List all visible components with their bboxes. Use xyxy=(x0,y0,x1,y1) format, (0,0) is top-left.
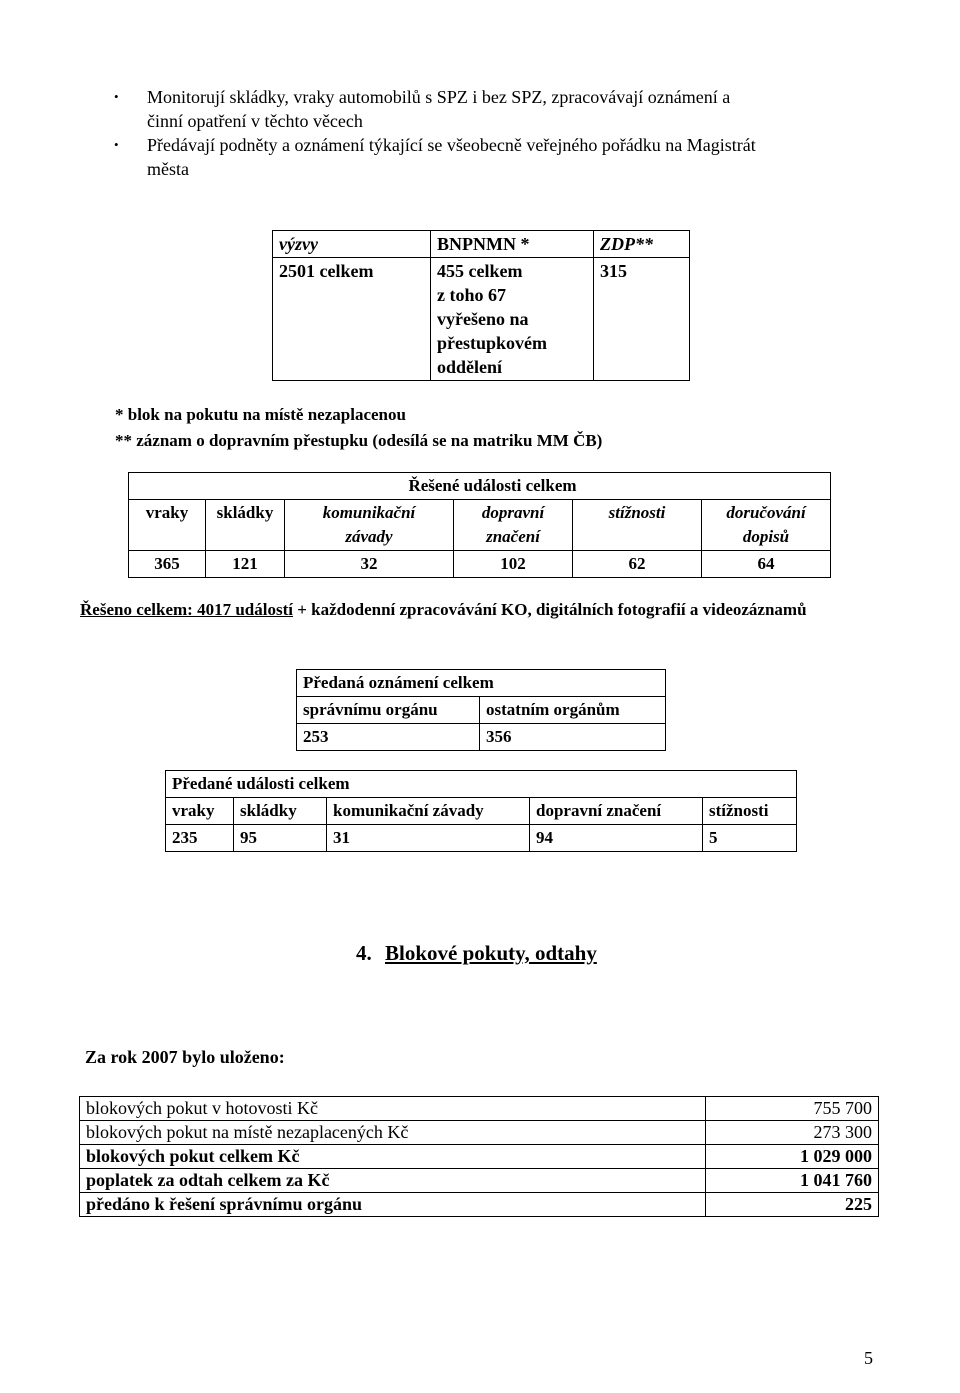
fines-table xyxy=(79,1096,879,1217)
fine-label: blokových pokut na místě nezaplacených Kč xyxy=(80,1121,706,1145)
value-line: oddělení xyxy=(437,357,503,377)
bullet-item xyxy=(114,133,756,181)
fine-value: 273 300 xyxy=(706,1121,879,1145)
header-zdp: ZDP** xyxy=(594,231,690,258)
value-line: vyřešeno na xyxy=(437,309,529,329)
header-line: značení xyxy=(486,527,540,546)
value-line: z toho 67 xyxy=(437,285,506,305)
value-stiznosti: 5 xyxy=(703,825,797,852)
header-stiznosti: stížnosti xyxy=(573,500,702,551)
handed-table xyxy=(296,669,666,751)
header-vraky: vraky xyxy=(129,500,206,551)
header-line: doručování xyxy=(726,503,806,522)
header-spravnimu: správnímu orgánu xyxy=(297,697,480,724)
table-title: Předané události celkem xyxy=(166,771,797,798)
fine-row xyxy=(80,1169,879,1193)
value-skladky: 95 xyxy=(234,825,327,852)
header-vraky: vraky xyxy=(166,798,234,825)
passed-table xyxy=(165,770,797,852)
year-heading: Za rok 2007 bylo uloženo: xyxy=(85,1047,285,1067)
bullet-icon: • xyxy=(114,137,119,152)
fine-value: 1 029 000 xyxy=(706,1145,879,1169)
bullet-line: města xyxy=(147,159,189,179)
fine-value: 1 041 760 xyxy=(706,1169,879,1193)
section-number: 4. xyxy=(356,941,372,965)
bullet-line: činní opatření v těchto věcech xyxy=(147,111,363,131)
header-dorucovani xyxy=(702,500,831,551)
value-ostatnim: 356 xyxy=(480,724,666,751)
fine-row xyxy=(80,1145,879,1169)
bullet-icon: • xyxy=(114,89,119,104)
value-spravnimu: 253 xyxy=(297,724,480,751)
header-skladky: skládky xyxy=(234,798,327,825)
value-vraky: 235 xyxy=(166,825,234,852)
page-number: 5 xyxy=(864,1348,873,1368)
value-komunikacni: 31 xyxy=(327,825,530,852)
fine-row xyxy=(80,1193,879,1217)
value-dopravni: 94 xyxy=(530,825,703,852)
header-stiznosti: stížnosti xyxy=(703,798,797,825)
value-dorucovani: 64 xyxy=(702,551,831,578)
bullet-item xyxy=(114,85,731,133)
bullet-line: Monitorují skládky, vraky automobilů s SPZ i bez SPZ, zpracovávají oznámení a xyxy=(147,87,731,107)
header-vyzvy: výzvy xyxy=(273,231,431,258)
section-title: Blokové pokuty, odtahy xyxy=(385,941,597,965)
fine-label: předáno k řešení správnímu orgánu xyxy=(80,1193,706,1217)
header-skladky: skládky xyxy=(206,500,285,551)
value-skladky: 121 xyxy=(206,551,285,578)
bullet-line: Předávají podněty a oznámení týkající se všeobecně veřejného pořádku na Magistrát xyxy=(147,135,756,155)
table-title: Předaná oznámení celkem xyxy=(297,670,666,697)
fine-row xyxy=(80,1121,879,1145)
header-dopravni: dopravní značení xyxy=(530,798,703,825)
resolved-summary xyxy=(80,597,870,622)
header-line: komunikační xyxy=(322,503,416,522)
resolved-summary-rest: + každodenní zpracovávání KO, digitálních fotografií a videozáznamů xyxy=(292,600,807,619)
section-heading xyxy=(356,941,597,966)
value-dopravni: 102 xyxy=(454,551,573,578)
header-line: dopisů xyxy=(742,527,790,546)
footnotes xyxy=(115,402,602,454)
fine-row xyxy=(80,1097,879,1121)
resolved-table xyxy=(128,472,831,578)
header-bnpnmn: BNPNMN * xyxy=(431,231,594,258)
header-komunikacni: komunikační závady xyxy=(327,798,530,825)
table-title: Řešené události celkem xyxy=(129,473,831,500)
value-vraky: 365 xyxy=(129,551,206,578)
value-vyzvy: 2501 celkem xyxy=(273,258,431,381)
value-bnpnmn xyxy=(431,258,594,381)
calls-table xyxy=(272,230,690,381)
resolved-summary-lead: Řešeno celkem: 4017 událostí xyxy=(80,600,293,619)
value-komunikacni: 32 xyxy=(285,551,454,578)
value-zdp: 315 xyxy=(594,258,690,381)
fine-label: poplatek za odtah celkem za Kč xyxy=(80,1169,706,1193)
header-dopravni xyxy=(454,500,573,551)
header-line: dopravní xyxy=(481,503,545,522)
fine-label: blokových pokut celkem Kč xyxy=(80,1145,706,1169)
value-stiznosti: 62 xyxy=(573,551,702,578)
fine-value: 755 700 xyxy=(706,1097,879,1121)
fine-value: 225 xyxy=(706,1193,879,1217)
fine-label: blokových pokut v hotovosti Kč xyxy=(80,1097,706,1121)
footnote-2: ** záznam o dopravním přestupku (odesílá se na matriku MM ČB) xyxy=(115,431,603,450)
header-komunikacni xyxy=(285,500,454,551)
value-line: přestupkovém xyxy=(437,333,548,353)
value-line: 455 celkem xyxy=(437,261,523,281)
header-line: závady xyxy=(345,527,393,546)
footnote-1: * blok na pokutu na místě nezaplacenou xyxy=(115,405,406,424)
header-ostatnim: ostatním orgánům xyxy=(480,697,666,724)
